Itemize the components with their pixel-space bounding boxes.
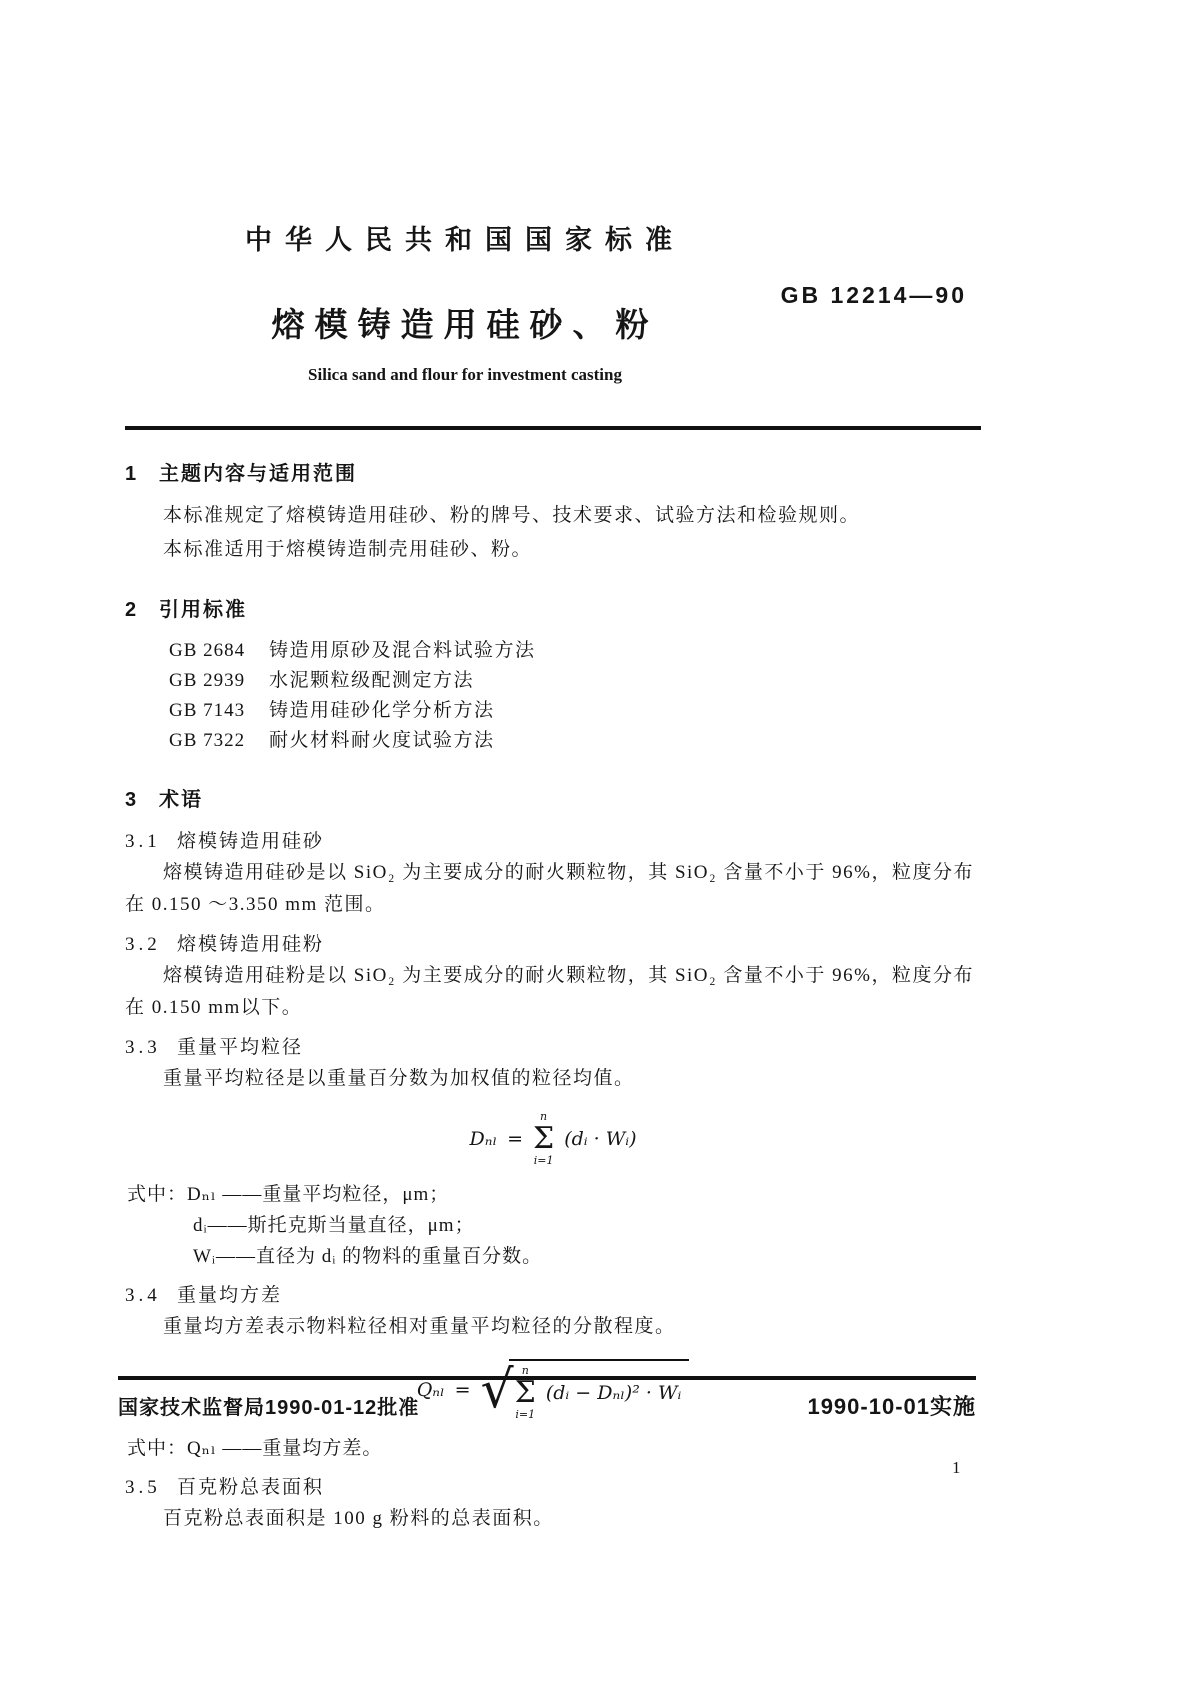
formula-lhs: Qₙₗ <box>416 1379 445 1401</box>
reference-item <box>169 726 981 756</box>
definition: Dₙₗ ——重量平均粒径，μm； <box>187 1184 450 1205</box>
header-divider <box>125 426 981 430</box>
subsection-3-4-heading <box>125 1280 981 1307</box>
section-1-paragraph-1: 本标准规定了熔模铸造用硅砂、粉的牌号、技术要求、试验方法和检验规则。 <box>163 505 861 526</box>
formula-where-line <box>127 1179 981 1210</box>
subsection-3-1-heading <box>125 826 981 853</box>
reference-list <box>125 636 981 756</box>
document-subtitle-en: Silica sand and flour for investment casting <box>308 365 622 384</box>
section-3-number: 3 <box>125 789 139 811</box>
definition: dᵢ——斯托克斯当量直径，μm； <box>193 1215 475 1236</box>
subsection-3-3-heading <box>125 1032 981 1059</box>
subsection-3-1-number: 3.1 <box>125 831 161 852</box>
reference-code: GB 2684 <box>169 640 246 661</box>
equals-sign: = <box>454 1379 471 1401</box>
equals-sign: = <box>507 1128 523 1150</box>
subsection-3-4-body: 重量均方差表示物料粒径相对重量平均粒径的分散程度。 <box>163 1316 676 1337</box>
sum-upper-limit: n <box>521 1364 529 1377</box>
subsection-3-4-number: 3.4 <box>125 1285 161 1306</box>
formula-where-line <box>127 1433 981 1464</box>
subsection-3-5-heading <box>125 1472 981 1499</box>
reference-item <box>169 636 981 666</box>
reference-title: 铸造用原砂及混合料试验方法 <box>269 640 536 661</box>
section-2-number: 2 <box>125 599 139 621</box>
reference-title: 耐火材料耐火度试验方法 <box>269 730 495 751</box>
subsection-3-3-title: 重量平均粒径 <box>177 1037 304 1058</box>
section-2-title: 引用标准 <box>159 599 247 621</box>
formula-expression: (dᵢ − Dₙₗ)² · Wᵢ <box>545 1382 682 1404</box>
sum-lower-limit: i=1 <box>515 1408 536 1421</box>
document-header <box>125 220 981 386</box>
document-page <box>125 0 981 1537</box>
reference-title: 水泥颗粒级配测定方法 <box>269 670 475 691</box>
subsection-3-2-heading <box>125 929 981 956</box>
subsection-3-3-number: 3.3 <box>125 1037 161 1058</box>
formula-expression: (dᵢ · Wᵢ) <box>564 1128 637 1150</box>
section-1-paragraph-2: 本标准适用于熔模铸造制壳用硅砂、粉。 <box>163 539 533 560</box>
reference-code: GB 7322 <box>169 730 246 751</box>
sigma-symbol: Σ <box>532 1121 555 1156</box>
header-title-block <box>125 220 805 386</box>
subsection-3-1-title: 熔模铸造用硅砂 <box>177 831 325 852</box>
radical-sign: √ <box>480 1360 514 1420</box>
subsection-3-2-body: 熔模铸造用硅粉是以 SiO₂ 为主要成分的耐火颗粒物，其 SiO₂ 含量不小于 96%，粒度分布在 0.150 mm以下。 <box>125 965 974 1018</box>
subsection-3-3-body: 重量平均粒径是以重量百分数为加权值的粒径均值。 <box>163 1068 635 1089</box>
reference-item <box>169 666 981 696</box>
formula-weight-mean-diameter <box>125 1111 981 1167</box>
document-footer <box>118 1376 976 1421</box>
section-2-heading <box>125 593 981 622</box>
formula-lhs: Dₙₗ <box>469 1128 498 1150</box>
subsection-3-5-number: 3.5 <box>125 1477 161 1498</box>
reference-item <box>169 696 981 726</box>
formula <box>470 1111 637 1167</box>
document-title: 熔模铸造用硅砂、粉 <box>271 306 659 343</box>
subsection-3-2-number: 3.2 <box>125 934 161 955</box>
where-label: 式中： <box>127 1438 188 1459</box>
section-1-heading <box>125 457 981 486</box>
subsection-3-2-title: 熔模铸造用硅粉 <box>177 934 325 955</box>
definition: Qₙₗ ——重量均方差。 <box>187 1438 383 1459</box>
section-1-title: 主题内容与适用范围 <box>159 463 357 485</box>
page-number: 1 <box>952 1458 961 1477</box>
definition: Wᵢ——直径为 dᵢ 的物料的重量百分数。 <box>193 1246 543 1267</box>
standard-number: GB 12214—90 <box>780 282 967 308</box>
subsection-3-1-body: 熔模铸造用硅砂是以 SiO₂ 为主要成分的耐火颗粒物，其 SiO₂ 含量不小于 96%，粒度分布在 0.150 ～3.350 mm 范围。 <box>125 862 974 915</box>
sigma-symbol: Σ <box>514 1375 536 1410</box>
section-3-heading <box>125 783 981 812</box>
section-3-title: 术语 <box>159 789 203 811</box>
subsection-3-4-title: 重量均方差 <box>177 1285 283 1306</box>
reference-code: GB 7143 <box>169 700 246 721</box>
summation <box>533 1111 554 1167</box>
where-label: 式中： <box>127 1184 188 1205</box>
reference-title: 铸造用硅砂化学分析方法 <box>269 700 495 721</box>
subsection-3-5-title: 百克粉总表面积 <box>177 1477 325 1498</box>
reference-code: GB 2939 <box>169 670 246 691</box>
sum-lower-limit: i=1 <box>533 1154 554 1167</box>
subsection-3-5-body: 百克粉总表面积是 100 g 粉料的总表面积。 <box>163 1508 554 1529</box>
section-1-number: 1 <box>125 463 139 485</box>
sum-upper-limit: n <box>540 1110 548 1123</box>
standard-label: 中华人民共和国国家标准 <box>245 225 685 255</box>
approval-authority-date: 国家技术监督局1990-01-12批准 <box>118 1397 420 1419</box>
implementation-date: 1990-10-01实施 <box>807 1394 976 1419</box>
